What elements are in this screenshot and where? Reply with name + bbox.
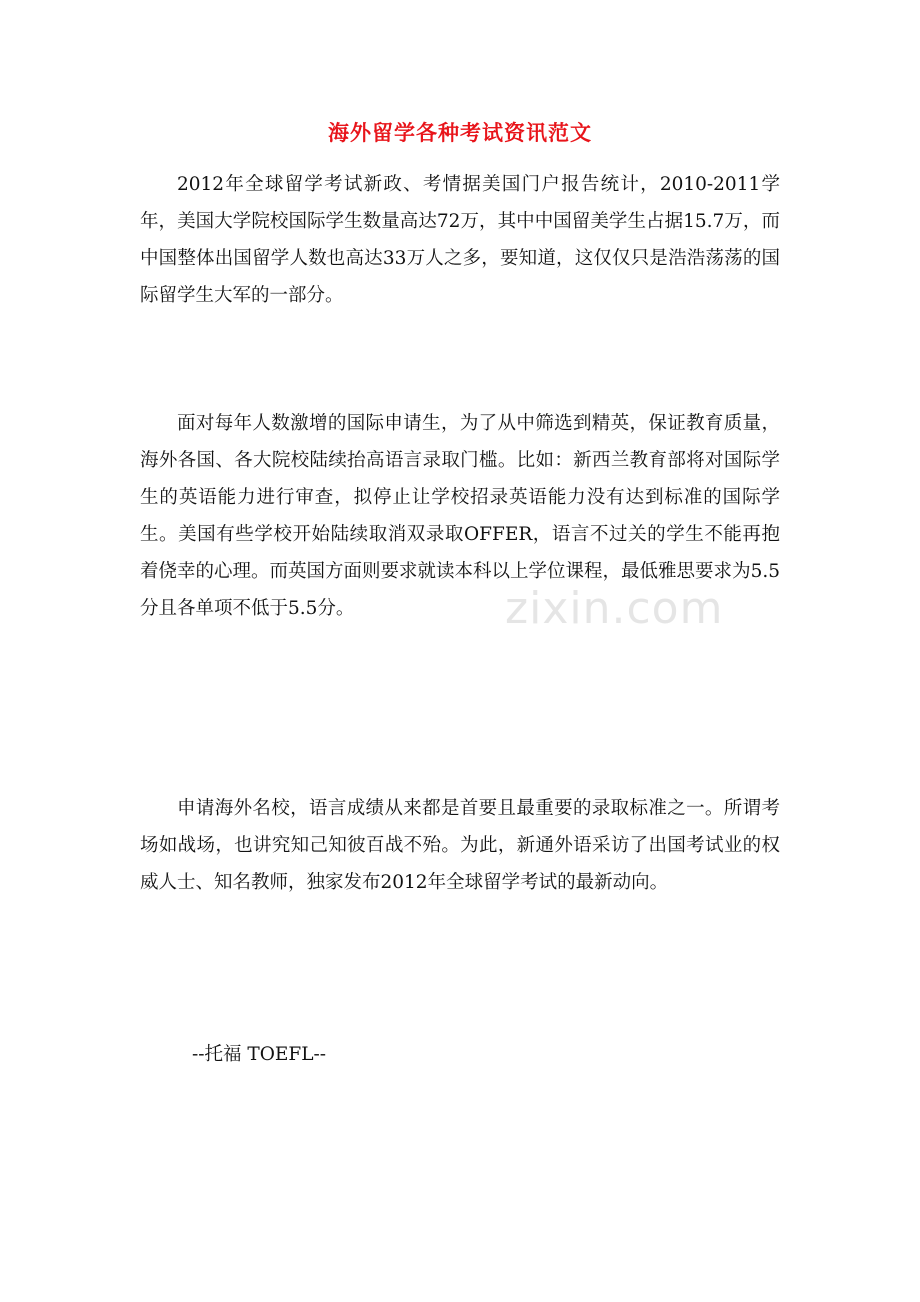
paragraph-1: 2012年全球留学考试新政、考情据美国门户报告统计，2010-2011学年，美国大学院校国际学生数量高达72万，其中中国留美学生占据15.7万，而中国整体出国留学人数也高达33万人之多，要知道，这仅仅只是浩浩荡荡的国际留学生大军的一部分。	[140, 174, 780, 306]
section-heading-toefl: --托福 TOEFL--	[192, 1044, 327, 1065]
watermark: zixin.com	[505, 583, 724, 634]
paragraph-3: 申请海外名校，语言成绩从来都是首要且最重要的录取标准之一。所谓考场如战场，也讲究知己知彼百战不殆。为此，新通外语采访了出国考试业的权威人士、知名教师，独家发布2012年全球留学考试的最新动向。	[140, 798, 780, 893]
document-title: 海外留学各种考试资讯范文	[328, 120, 592, 145]
paragraph-2: 面对每年人数激增的国际申请生，为了从中筛选到精英，保证教育质量，海外各国、各大院校陆续抬高语言录取门槛。比如：新西兰教育部将对国际学生的英语能力进行审查，拟停止让学校招录英语能力没有达到标准的国际学生。美国有些学校开始陆续取消双录取OFFER，语言不过关的学生不能再抱着侥幸的心理。而英国方面则要求就读本科以上学位课程，最低雅思要求为5.5分且各单项不低于5.5分。	[140, 413, 780, 619]
